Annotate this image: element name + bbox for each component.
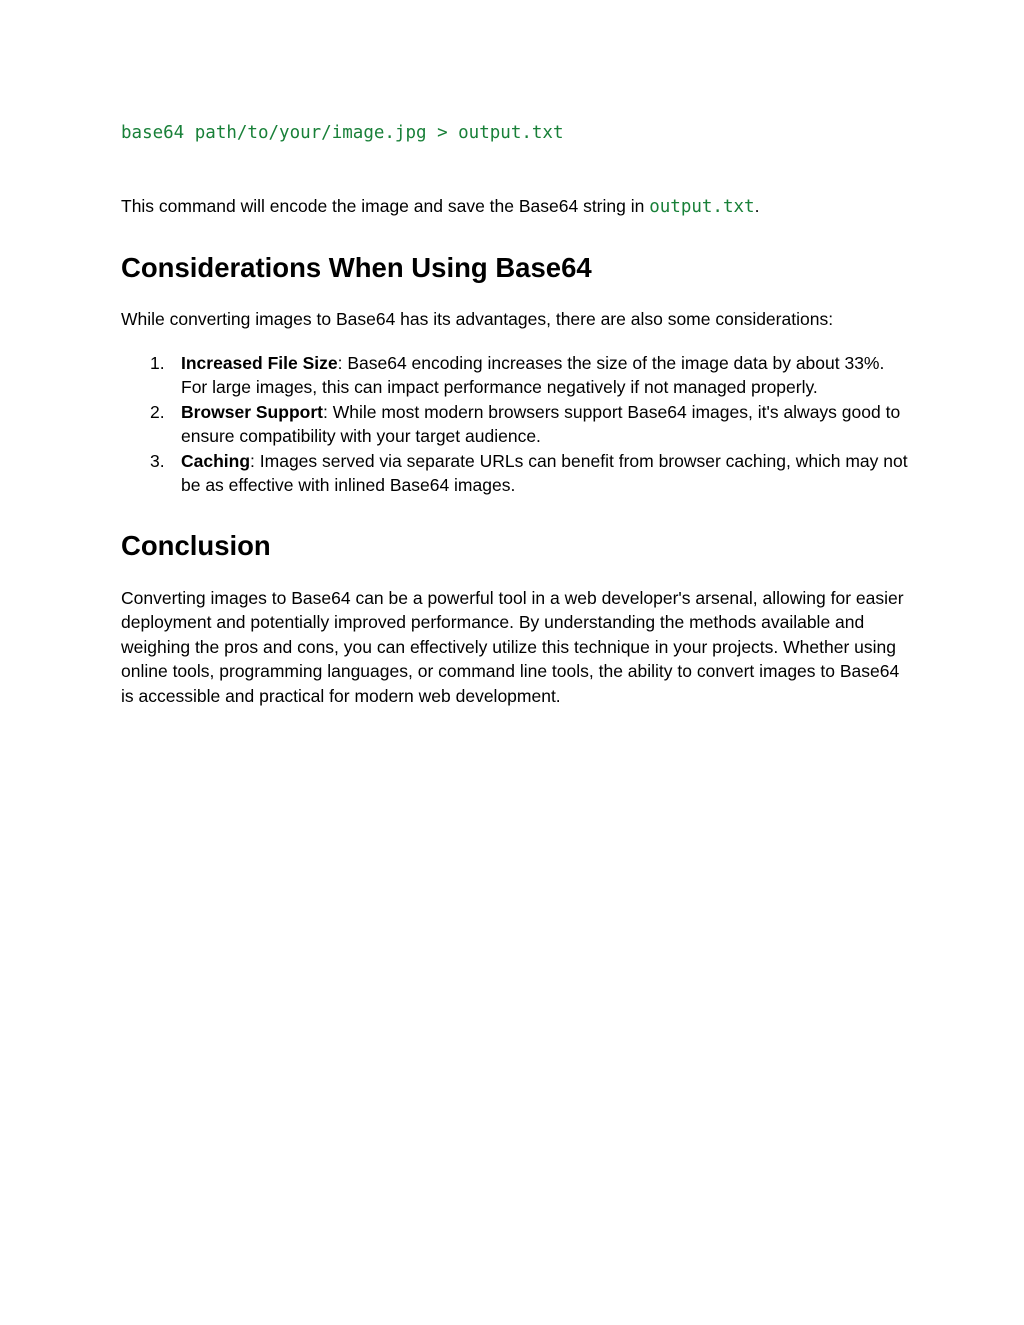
- list-item-number: 2.: [150, 401, 165, 422]
- intro-text-after: .: [754, 196, 760, 216]
- list-item-term: Caching: [181, 450, 251, 471]
- code-command: base64 path/to/your/image.jpg > output.txt: [121, 123, 564, 143]
- list-item: [121, 351, 911, 400]
- list-item: [121, 449, 911, 498]
- list-item: [121, 400, 911, 449]
- list-item-text: : While most modern browsers support Base64 images, it's always good to ensure compatibility with your target audience.: [181, 401, 901, 447]
- conclusion-paragraph: Converting images to Base64 can be a powerful tool in a web developer's arsenal, allowing for easier deployment and potentially improved performance. By understanding the methods available and weighing the pros and cons, you can effectively utilize this technique in your projects. Whether using online tools, programming languages, or command line tools, the ability to convert images to Base64 is accessible and practical for modern web development.: [121, 588, 904, 706]
- considerations-list: [121, 351, 911, 497]
- intro-paragraph: [121, 194, 911, 219]
- list-item-text: : Base64 encoding increases the size of the image data by about 33%. For large images, this can impact performance negatively if not managed properly.: [181, 353, 885, 398]
- considerations-paragraph: While converting images to Base64 has its advantages, there are also some considerations:: [121, 309, 834, 329]
- list-item-term: Increased File Size: [181, 353, 338, 373]
- list-item-text: : Images served via separate URLs can benefit from browser caching, which may not be as effective with inlined Base64 images.: [181, 450, 908, 496]
- list-item-term: Browser Support: [181, 401, 323, 422]
- conclusion-heading: Conclusion: [121, 530, 271, 561]
- intro-text-before: This command will encode the image and save the Base64 string in: [121, 196, 650, 216]
- intro-inline-code: output.txt: [649, 197, 755, 217]
- list-item-number: 1.: [150, 353, 165, 373]
- list-item-number: 3.: [150, 450, 165, 471]
- considerations-heading: Considerations When Using Base64: [121, 252, 592, 283]
